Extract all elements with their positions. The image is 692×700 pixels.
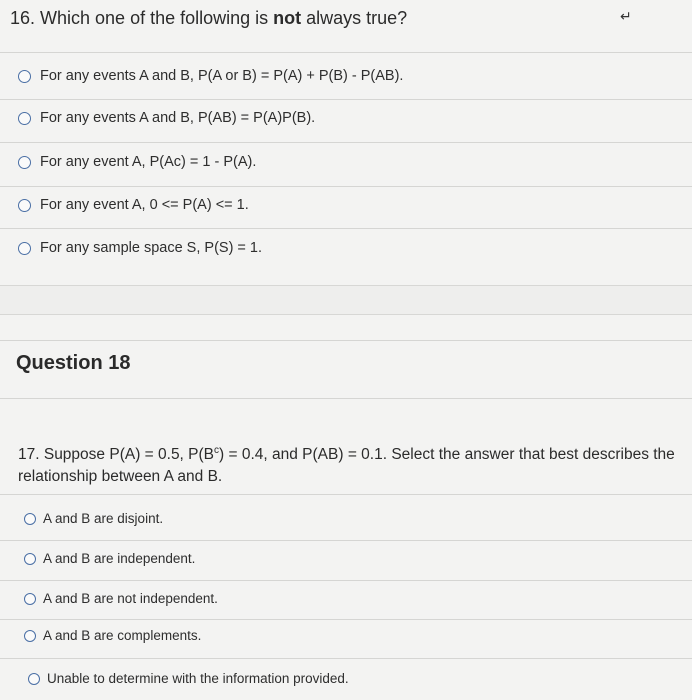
divider <box>0 658 692 659</box>
q16-option-4[interactable] <box>18 197 249 213</box>
divider <box>0 619 692 620</box>
divider <box>0 228 692 229</box>
return-arrow-icon: ↵ <box>620 8 632 24</box>
option-label: A and B are complements. <box>43 628 202 643</box>
q17-option-1[interactable] <box>24 511 163 526</box>
radio-button[interactable] <box>18 156 31 169</box>
question-16-title-suffix: always true? <box>301 8 408 28</box>
radio-button[interactable] <box>18 70 31 83</box>
radio-button[interactable] <box>24 553 36 565</box>
divider <box>0 398 692 399</box>
question-16-title-emphasis: not <box>273 8 302 28</box>
divider <box>0 52 692 53</box>
question-17-prompt <box>18 440 690 488</box>
q17-option-4[interactable] <box>24 628 201 643</box>
divider <box>0 99 692 100</box>
q17-option-3[interactable] <box>24 591 218 606</box>
radio-button[interactable] <box>24 593 36 605</box>
section-separator <box>0 285 692 315</box>
divider <box>0 540 692 541</box>
option-label: A and B are not independent. <box>43 591 218 606</box>
question-header: Question 18 <box>16 352 131 374</box>
q16-option-5[interactable] <box>18 240 262 256</box>
option-label: For any events A and B, P(AB) = P(A)P(B). <box>40 110 316 126</box>
divider <box>0 186 692 187</box>
q17-option-2[interactable] <box>24 551 195 566</box>
radio-button[interactable] <box>28 673 40 685</box>
question-17-prompt-sup: c <box>214 445 220 456</box>
question-16-title-prefix: 16. Which one of the following is <box>10 8 274 28</box>
option-label: For any events A and B, P(A or B) = P(A) + P(B) - P(AB). <box>40 68 404 84</box>
divider <box>0 340 692 341</box>
radio-button[interactable] <box>18 199 31 212</box>
option-label: For any event A, 0 <= P(A) <= 1. <box>40 197 249 213</box>
radio-button[interactable] <box>24 630 36 642</box>
option-label: A and B are disjoint. <box>43 511 164 526</box>
question-17-prompt-part1: 17. Suppose P(A) = 0.5, P(B <box>18 446 215 464</box>
option-label: Unable to determine with the information provided. <box>47 671 349 686</box>
option-label: A and B are independent. <box>43 551 196 566</box>
q16-option-2[interactable] <box>18 110 315 126</box>
option-label: For any sample space S, P(S) = 1. <box>40 240 263 256</box>
option-label: For any event A, P(Ac) = 1 - P(A). <box>40 154 257 170</box>
q17-option-5[interactable] <box>28 671 349 686</box>
question-16-title <box>10 8 407 29</box>
divider <box>0 580 692 581</box>
question-17-prompt-part2: ) = 0.4, and P(AB) = 0.1. Select the answer that best describes the relationship between A and B. <box>18 446 675 486</box>
radio-button[interactable] <box>18 242 31 255</box>
q16-option-1[interactable] <box>18 68 403 84</box>
q16-option-3[interactable] <box>18 154 256 170</box>
radio-button[interactable] <box>18 112 31 125</box>
radio-button[interactable] <box>24 513 36 525</box>
divider <box>0 142 692 143</box>
divider <box>0 494 692 495</box>
